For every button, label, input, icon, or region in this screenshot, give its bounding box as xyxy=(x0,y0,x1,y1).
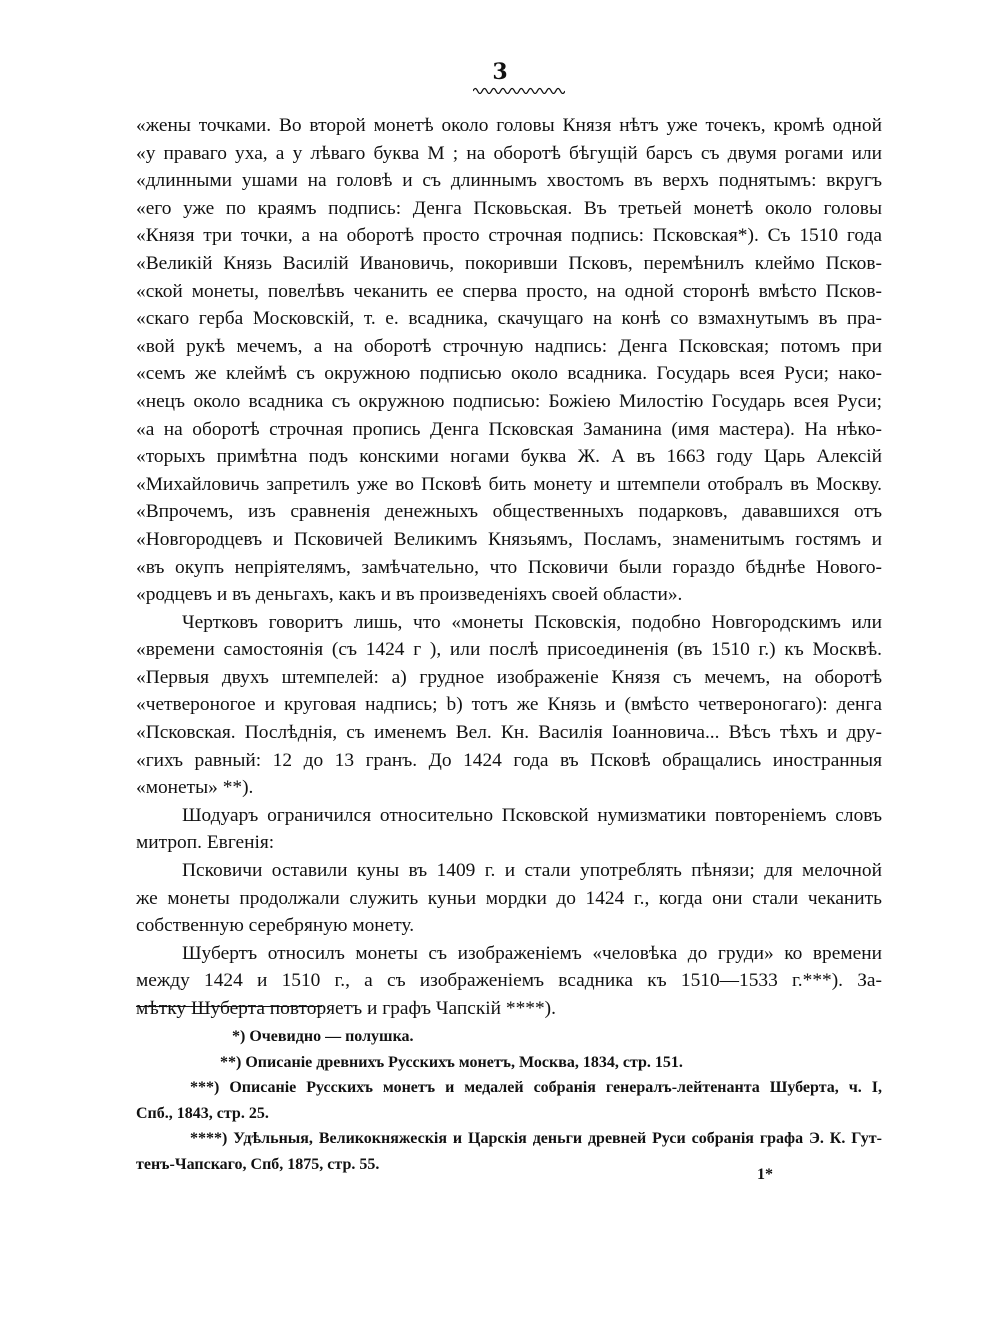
text-line: «Михайловичь запретилъ уже во Псковѣ бить монету и штемпели отобралъ въ Москву. xyxy=(136,473,882,495)
footnote-3-cont: Спб., 1843, стр. 25. xyxy=(136,1104,269,1122)
text-line: «нецъ около всадника съ окружною подписью: Божіею Милостію Государь всея Руси; xyxy=(136,390,882,412)
quote-start: Псковичи оставили куны въ 1409 г. и стали употреблять пѣнязи; для мелочной xyxy=(182,860,882,882)
text-line: собственную серебряную монету. xyxy=(136,915,415,937)
text-line: «Первыя двухъ штемпелей: а) грудное изображеніе Князя съ мечемъ, на оборотѣ xyxy=(136,666,882,688)
footnote-4-cont: тенъ-Чапскаго, Спб, 1875, стр. 55. xyxy=(136,1155,380,1173)
text-line: «у праваго уха, а у лѣваго буква М ; на оборотѣ бѣгущій барсъ съ двумя рогами или xyxy=(136,142,882,164)
body-text xyxy=(136,112,882,1023)
page-number: 3 xyxy=(492,59,508,85)
wavy-ornament-icon xyxy=(473,84,565,94)
text-line: «монеты» **). xyxy=(136,777,254,799)
text-line: «ской монеты, повелѣвъ чеканить ее сперва просто, на одной сторонѣ вмѣсто Псков- xyxy=(136,280,882,302)
text-line: «въ окупъ непріятелямъ, замѣчательно, что Псковичи были гораздо бѣднѣе Нового- xyxy=(136,556,882,578)
text-line: «жены точками. Во второй монетѣ около головы Князя нѣтъ уже точекъ, кромѣ одной xyxy=(136,115,882,136)
text-line: «времени самостоянія (съ 1424 г ), или послѣ присоединенія (въ 1510 г.) къ Москвѣ. xyxy=(136,639,882,661)
text-line: «семъ же клеймѣ съ окружною подписью около всадника. Государь всея Руси; нако- xyxy=(136,363,882,385)
text-line: «скаго герба Московскій, т. е. всадника, скачущаго на конѣ со взмахнутымъ въ пра- xyxy=(136,308,882,330)
text-line: «Князя три точки, а на оборотѣ просто строчная подпись: Псковская*). Съ 1510 года xyxy=(136,225,882,247)
text-line: «Псковская. Послѣднія, съ именемъ Вел. Кн. Василія Іоанновича... Вѣсъ тѣхъ и дру- xyxy=(136,722,882,744)
paragraph-start: Шодуаръ ограничился относительно Псковской нумизматики повтореніемъ словъ xyxy=(182,804,882,826)
signature-mark: 1* xyxy=(757,1166,773,1183)
text-line: «вой рукѣ мечемъ, а на оборотѣ строчную надпись: Денга Псковская; потомъ при xyxy=(136,335,882,357)
footnote-3: ***) Описаніе Русскихъ монетъ и медалей собранія генералъ-лейтенанта Шуберта, ч. I, xyxy=(190,1079,882,1096)
text-line: митроп. Евгенія: xyxy=(136,832,275,854)
text-line: «а на оборотѣ строчная пропись Денга Псковская Заманина (имя мастера). На нѣко- xyxy=(136,418,882,440)
footnote-1: *) Очевидно — полушка. xyxy=(232,1028,414,1045)
text-line: «Новгородцевъ и Псковичей Великимъ Князьямъ, Посламъ, знаменитымъ гостямъ и xyxy=(136,528,882,550)
text-line: между 1424 и 1510 г., а съ изображеніемъ всадника къ 1510—1533 г.***). За- xyxy=(136,970,882,992)
text-line: же монеты продолжали служить куньи мордки до 1424 г., когда они стали чеканить xyxy=(136,887,882,909)
text-line: мѣтку Шуберта повторяетъ и графъ Чапскій ****). xyxy=(136,998,556,1019)
text-line: «его уже по краямъ подпись: Денга Псковьская. Въ третьей монетѣ около головы xyxy=(136,197,882,219)
text-line: «торыхъ примѣтна подъ конскими ногами буква Ж. А въ 1663 году Царь Алексій xyxy=(136,446,882,468)
text-line: «гихъ равный: 12 до 13 гранъ. До 1424 года въ Псковѣ обращались иностранныя xyxy=(136,749,882,771)
paragraph-start: Чертковъ говоритъ лишь, что «монеты Псковскія, подобно Новгородскимъ или xyxy=(182,611,882,633)
footnotes xyxy=(136,1024,882,1177)
text-line: «Великій Князь Василій Ивановичь, покоривши Псковъ, перемѣнилъ клеймо Псков- xyxy=(136,252,882,274)
footnote-rule xyxy=(136,1006,322,1007)
text-line: «родцевъ и въ деньгахъ, какъ и въ произведеніяхъ своей области». xyxy=(136,584,683,606)
text-line: «Впрочемъ, изъ сравненія денежныхъ общественныхъ подарковъ, дававшихся отъ xyxy=(136,501,882,523)
text-line: «четвероногое и круговая надпись; b) тотъ же Князь и (вмѣсто четвероногаго): денга xyxy=(136,694,882,716)
paragraph-start: Шубертъ относилъ монеты съ изображеніемъ «человѣка до груди» ко времени xyxy=(182,942,882,964)
footnote-4: ****) Удѣльныя, Великокняжескія и Царскія деньги древней Руси собранія графа Э. К. Гут- xyxy=(190,1130,882,1147)
footnote-2: **) Описаніе древнихъ Русскихъ монетъ, Москва, 1834, стр. 151. xyxy=(220,1053,683,1071)
text-line: «длинными ушами на головѣ и съ длиннымъ хвостомъ въ верхъ поднятымъ: вкругъ xyxy=(136,170,882,192)
